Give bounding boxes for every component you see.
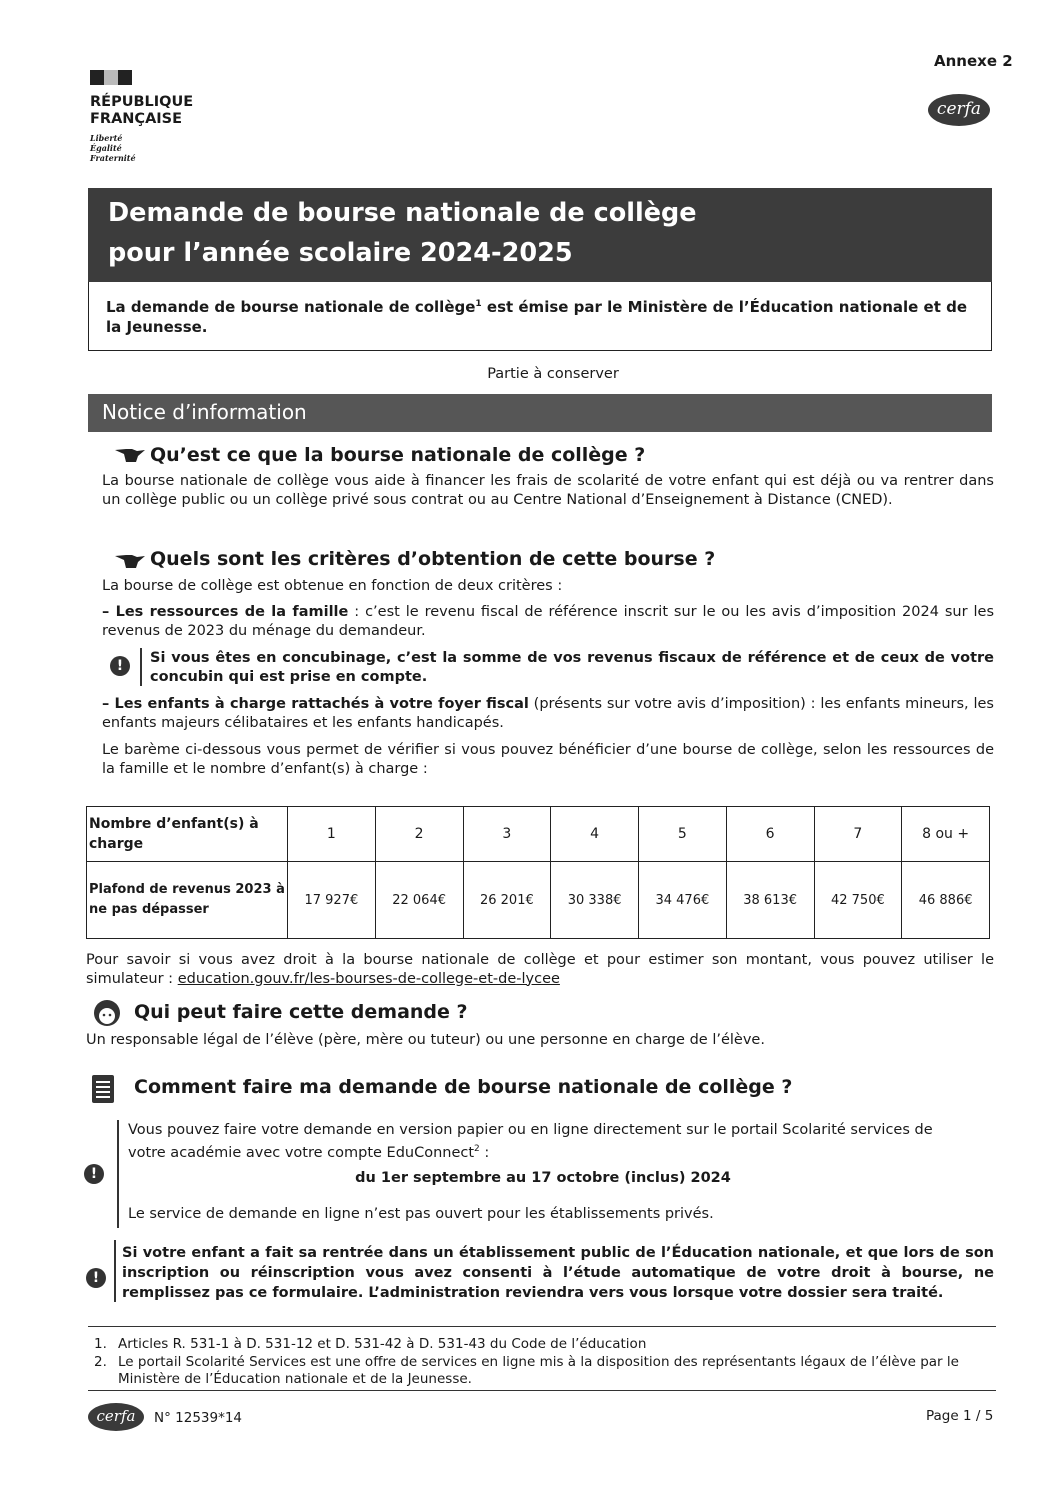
section-body-who: Un responsable légal de l’élève (père, mère ou tuteur) ou une personne en charge de l’élève. (86, 1032, 765, 1048)
footnote-2: Le portail Scolarité Services est une offre de services en ligne mis à la disposition des représentants légaux de l’élève par le Ministère de l’Éducation nationale et de la Jeunesse. (118, 1354, 959, 1387)
partie-a-conserver: Partie à conserver (487, 366, 619, 382)
exclamation-icon: ! (84, 1164, 104, 1184)
simulator-text: Pour savoir si vous avez droit à la bourse nationale de collège et pour estimer son montant, vous pouvez utiliser le simulateur : education.gouv.fr/les-bourses-de-college-et-de-lycee (86, 952, 994, 987)
criteria-intro: La bourse de collège est obtenue en fonction de deux critères : (102, 578, 563, 594)
table-cell: 17 927€ (288, 862, 376, 939)
footnote-2-number: 2. (94, 1354, 107, 1370)
criterion-resources: – Les ressources de la famille : c’est le revenu fiscal de référence inscrit sur le ou les avis d’imposition 2024 sur les revenus de 2023 du ménage du demandeur. (102, 604, 994, 639)
intro-text: La demande de bourse nationale de collège$^1$ est émise par le Ministère de l’Éducation nationale et de la Jeunesse. (106, 298, 968, 336)
table-cell: 30 338€ (551, 862, 639, 939)
cerfa-number: N° 12539*14 (154, 1410, 243, 1426)
table-cell: 6 (726, 807, 814, 862)
table-cell: 2 (375, 807, 463, 862)
exclamation-icon: ! (110, 656, 130, 676)
notice-header (88, 394, 992, 432)
table-cell: 3 (463, 807, 551, 862)
table-cell: 7 (814, 807, 902, 862)
application-dates: du 1er septembre au 17 octobre (inclus) 2024 (355, 1170, 731, 1186)
income-ceiling-table (86, 806, 990, 939)
marianne-logo (90, 70, 134, 85)
annex-label: Annexe 2 (934, 52, 1013, 70)
simulator-link[interactable]: education.gouv.fr/les-bourses-de-college-et-de-lycee (177, 970, 560, 987)
table-cell: 4 (551, 807, 639, 862)
document-icon (92, 1075, 114, 1103)
footnote-rule (88, 1326, 996, 1327)
table-cell: 8 ou + (902, 807, 990, 862)
table-cell: 42 750€ (814, 862, 902, 939)
paper-or-online-text: Vous pouvez faire votre demande en version papier ou en ligne directement sur le portail Scolarité services de votre académie avec votre compte EduConnect$^2$ : (128, 1122, 933, 1161)
child-face-icon (92, 999, 122, 1027)
section-heading-what: Qu’est ce que la bourse nationale de collège ? (150, 444, 646, 466)
table-cell: 26 201€ (463, 862, 551, 939)
title-banner (88, 188, 992, 282)
section-heading-how: Comment faire ma demande de bourse nationale de collège ? (134, 1076, 793, 1098)
notice-title: Notice d’information (102, 400, 307, 424)
alert-bar (117, 1120, 119, 1228)
republique-francaise-label: RÉPUBLIQUE FRANÇAISE (90, 94, 194, 127)
section-heading-criteria: Quels sont les critères d’obtention de cette bourse ? (150, 548, 716, 570)
automatic-study-alert: Si votre enfant a fait sa rentrée dans un établissement public de l’Éducation nationale, et que lors de son inscription ou réinscription vous avez consenti à l’étude automatique de votre droit à bourse, ne remplissez pas ce formulaire. L’administration reviendra vers vous lorsque votre dossier sera traité. (122, 1245, 994, 1301)
concubinage-alert: Si vous êtes en concubinage, c’est la somme de vos revenus fiscaux de référence et de ceux de votre concubin qui est prise en compte. (150, 650, 994, 685)
table-cell: 22 064€ (375, 862, 463, 939)
table-cell: 38 613€ (726, 862, 814, 939)
bareme-intro: Le barème ci-dessous vous permet de vérifier si vous pouvez bénéficier d’une bourse de collège, selon les ressources de la famille et le nombre d’enfant(s) à charge : (102, 742, 994, 777)
cerfa-logo: cerfa (928, 94, 990, 126)
title-line-1: Demande de bourse nationale de collège (108, 198, 697, 228)
pointing-hand-icon (114, 446, 146, 466)
title-line-2: pour l’année scolaire 2024-2025 (108, 238, 573, 268)
section-heading-who: Qui peut faire cette demande ? (134, 1001, 468, 1023)
table-cell: 5 (639, 807, 727, 862)
intro-box (88, 282, 992, 351)
table-row-header: Plafond de revenus 2023 à ne pas dépasser (87, 862, 288, 939)
cerfa-logo: cerfa (88, 1403, 144, 1431)
section-body-what: La bourse nationale de collège vous aide à financer les frais de scolarité de votre enfant qui est déjà ou va rentrer dans un collège public ou un collège privé sous contrat ou au Centre National d’Enseignement à Distance (CNED). (102, 473, 994, 508)
footer-rule (88, 1390, 996, 1391)
table-cell: 1 (288, 807, 376, 862)
criterion-children: – Les enfants à charge rattachés à votre foyer fiscal (présents sur votre avis d’imposition) : les enfants mineurs, les enfants majeurs célibataires et les enfants handicapés. (102, 696, 994, 731)
table-row (87, 862, 990, 939)
table-cell: 34 476€ (639, 862, 727, 939)
republic-motto: Liberté Égalité Fraternité (90, 133, 136, 163)
page-number: Page 1 / 5 (926, 1408, 994, 1424)
private-schools-note: Le service de demande en ligne n’est pas ouvert pour les établissements privés. (128, 1206, 714, 1222)
alert-bar (140, 648, 142, 686)
table-cell: 46 886€ (902, 862, 990, 939)
footnote-1-number: 1. (94, 1336, 107, 1352)
alert-bar (114, 1240, 116, 1302)
table-row (87, 807, 990, 862)
pointing-hand-icon (114, 552, 146, 572)
exclamation-icon: ! (86, 1268, 106, 1288)
table-row-header: Nombre d’enfant(s) à charge (87, 807, 288, 862)
footnote-1: Articles R. 531-1 à D. 531-12 et D. 531-42 à D. 531-43 du Code de l’éducation (118, 1336, 647, 1352)
